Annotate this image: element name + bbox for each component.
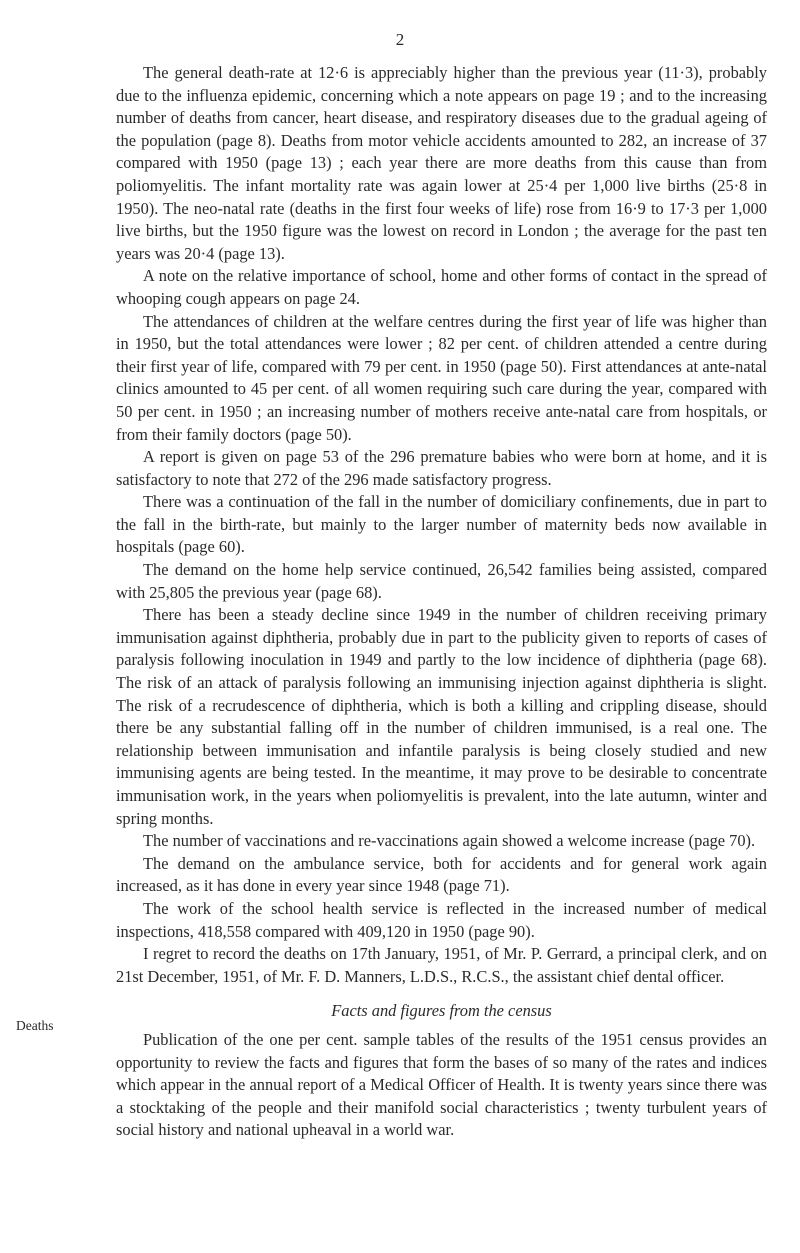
paragraph-welfare-centres: The attendances of children at the welfare centres during the first year of life was higher than in 1950, but the total attendances were lower ; 82 per cent. of children attended a centre during their first year of life, compared with 79 per cent. in 1950 (page 50). First attendances at ante-natal clinics amounted to 45 per cent. of all women requiring such care during the year, compared with 50 per cent. in 1950 ; an increasing number of mothers receive ante-natal care from hospitals, or from their family doctors (page 50).: [116, 311, 767, 444]
report-body: [116, 62, 767, 1142]
paragraph-home-help: The demand on the home help service continued, 26,542 families being assisted, compared with 25,805 the previous year (page 68).: [116, 560, 767, 602]
paragraph-whooping-cough: A note on the relative importance of school, home and other forms of contact in the spread of whooping cough appears on page 24.: [116, 266, 767, 308]
paragraph-deaths-staff: I regret to record the deaths on 17th January, 1951, of Mr. P. Gerrard, a principal clerk, and on 21st December, 1951, of Mr. F. D. Manners, L.D.S., R.C.S., the assistant chief dental officer.: [116, 944, 767, 986]
paragraph-domiciliary-confinements: There was a continuation of the fall in the number of domiciliary confinements, due in part to the fall in the birth-rate, but mainly to the larger number of maternity beds now available in hospitals (page 60).: [116, 492, 767, 557]
paragraph-immunisation: There has been a steady decline since 1949 in the number of children receiving primary immunisation against diphtheria, probably due in part to the publicity given to reports of cases of paralysis following inoculation in 1949 and partly to the low incidence of diphtheria (page 68). The risk of an attack of paralysis following an immunising injection against diphtheria is slight. The risk of a recrudescence of diphtheria, which is both a killing and crippling disease, should there be any substantial falling off in the number of children immunised, is a real one. The relationship between immunisation and infantile paralysis is being closely studied and new immunising agents are being tested. In the meantime, it may prove to be desirable to concentrate immunisation work, in the years when poliomyelitis is prevalent, into the late autumn, winter and spring months.: [116, 605, 767, 828]
paragraph-ambulance: The demand on the ambulance service, both for accidents and for general work again increased, as it has done in every year since 1948 (page 71).: [116, 853, 767, 896]
paragraph-death-rate: The general death-rate at 12·6 is appreciably higher than the previous year (11·3), probably due to the influenza epidemic, concerning which a note appears on page 19 ; and to the increasing number of deaths from cancer, heart disease, and respiratory diseases due to the gradual ageing of the population (page 8). Deaths from motor vehicle accidents amounted to 282, an increase of 37 compared with 1950 (page 13) ; each year there are more deaths from this cause than from poliomyelitis. The infant mortality rate was again lower at 25·4 per 1,000 live births (25·8 in 1950). The neo-natal rate (deaths in the first four weeks of life) rose from 16·9 to 17·3 per 1,000 live births, but the 1950 figure was the lowest on record in London ; the average for the past ten years was 20·4 (page 13).: [116, 63, 767, 263]
margin-note-deaths: Deaths: [16, 1018, 54, 1033]
paragraph-vaccinations: The number of vaccinations and re-vaccinations again showed a welcome increase (page 70).: [143, 831, 756, 851]
paragraph-census: Publication of the one per cent. sample tables of the results of the 1951 census provides an opportunity to review the facts and figures that form the bases of so many of the rates and indices which appear in the annual report of a Medical Officer of Health. It is twenty years since there was a stocktaking of the people and their manifold social characteristics ; twenty turbulent years of social history and national upheaval in a world war.: [116, 1029, 767, 1140]
paragraph-school-health: The work of the school health service is reflected in the increased number of medical inspections, 418,558 compared with 409,120 in 1950 (page 90).: [116, 898, 767, 941]
section-heading-census: Facts and figures from the census: [331, 1001, 552, 1021]
page-number: 2: [395, 30, 405, 49]
paragraph-premature-babies: A report is given on page 53 of the 296 premature babies who were born at home, and it is satisfactory to note that 272 of the 296 made satisfactory progress.: [116, 447, 767, 489]
